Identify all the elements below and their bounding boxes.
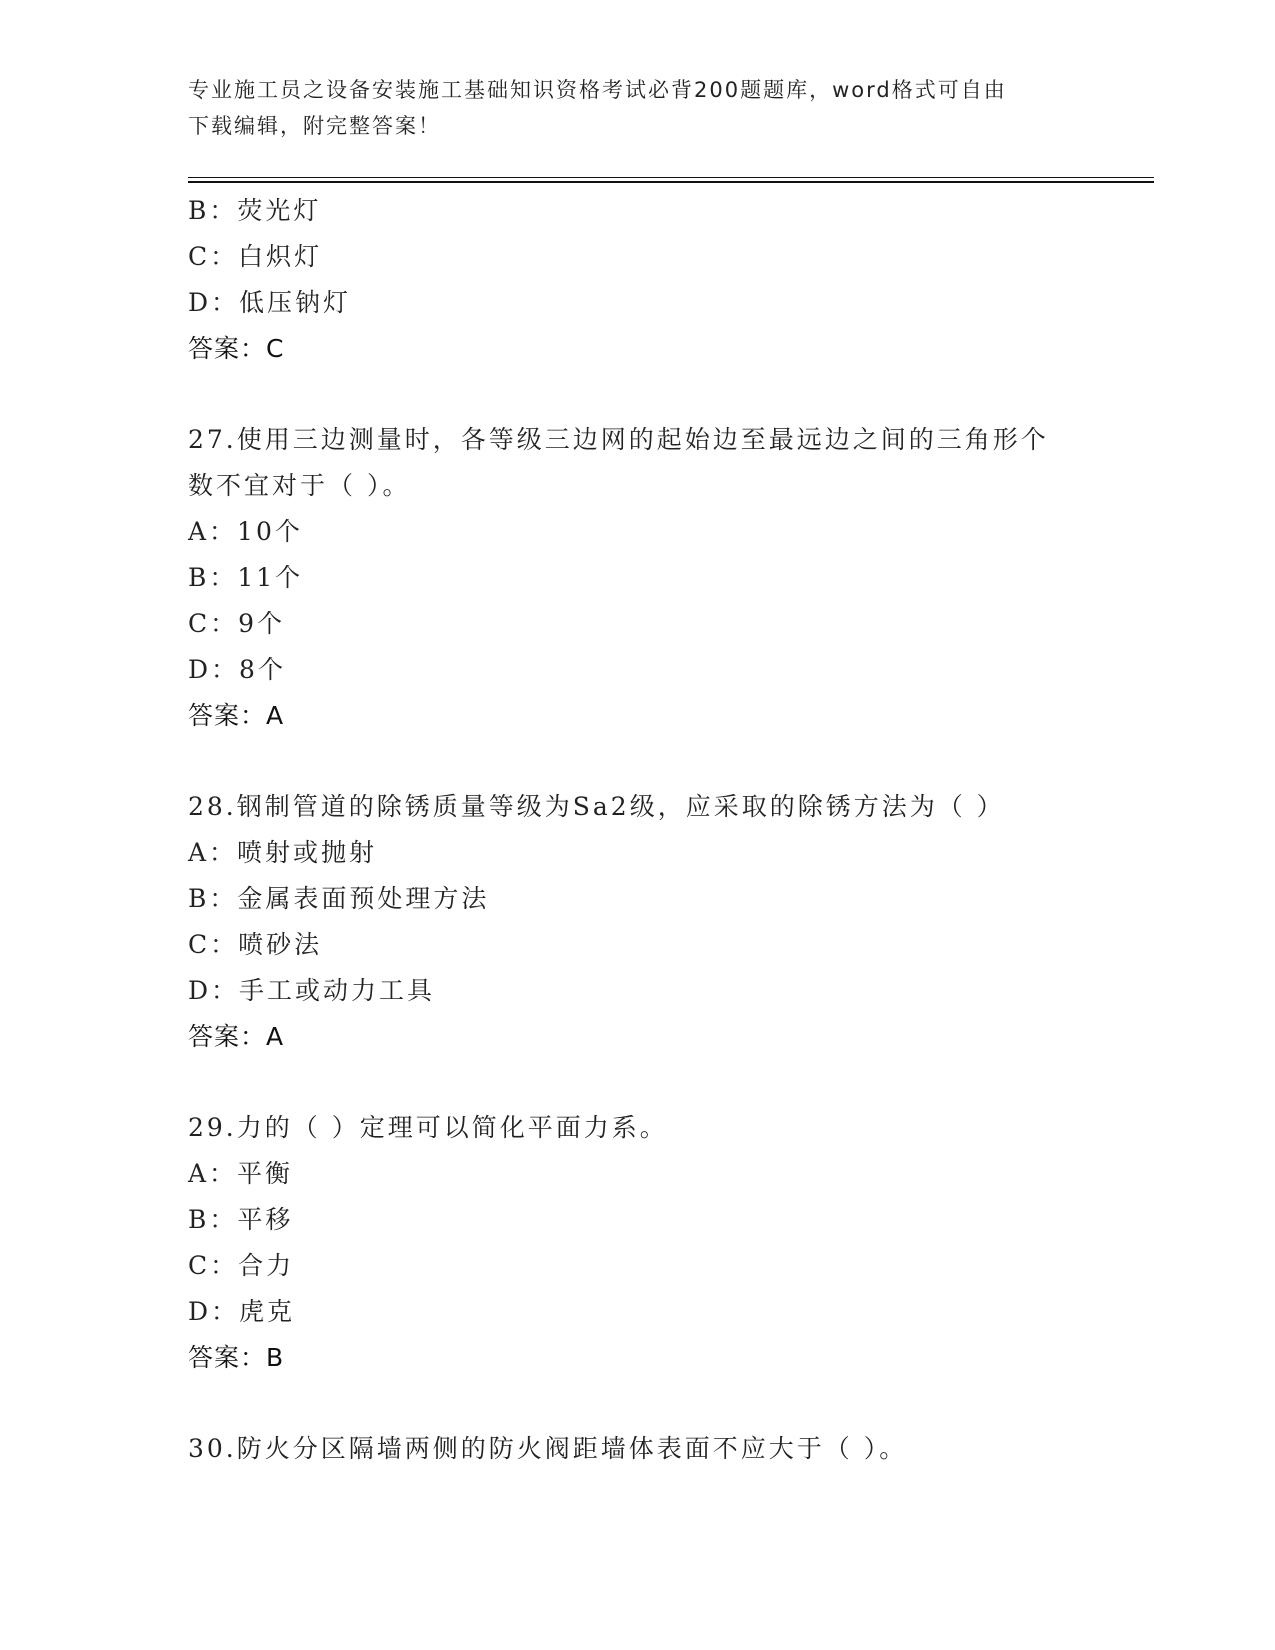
answer-line: 答案：B: [188, 1343, 285, 1372]
document-header: [188, 72, 1068, 144]
option-c: C：9个: [188, 609, 286, 638]
question-28: [188, 784, 1088, 1060]
question-stem-line-1: 27.使用三边测量时，各等级三边网的起始边至最远边之间的三角形个: [188, 425, 1049, 454]
spacer: [188, 1060, 1088, 1105]
header-title-line-1: 专业施工员之设备安装施工基础知识资格考试必背200题题库，word格式可自由: [188, 78, 1007, 102]
spacer: [188, 1381, 1088, 1426]
option-c: C：合力: [188, 1251, 295, 1280]
option-d: D：8个: [188, 655, 286, 684]
spacer: [188, 372, 1088, 417]
option-d: D：虎克: [188, 1297, 296, 1326]
header-title-line-2: 下载编辑，附完整答案！: [188, 114, 441, 138]
answer-line: 答案：C: [188, 334, 285, 363]
question-list: [188, 188, 1088, 1472]
question-stem-line-1: 30.防火分区隔墙两侧的防火阀距墙体表面不应大于（ ）。: [188, 1434, 908, 1463]
option-d: D：手工或动力工具: [188, 976, 436, 1005]
question-stem: [188, 417, 1088, 509]
question-30: [188, 1426, 1088, 1472]
option-b: B：金属表面预处理方法: [188, 884, 490, 913]
header-divider-thick: [188, 181, 1154, 183]
option-c: C：白炽灯: [188, 242, 323, 271]
option-b: B：平移: [188, 1205, 294, 1234]
question-29: [188, 1105, 1088, 1381]
question-27: [188, 417, 1088, 739]
option-a: A：平衡: [188, 1159, 294, 1188]
answer-line: 答案：A: [188, 701, 285, 730]
option-a: A：喷射或抛射: [188, 838, 378, 867]
answer-line: 答案：A: [188, 1022, 285, 1051]
option-b: B：荧光灯: [188, 196, 322, 225]
question-stem: [188, 1105, 1088, 1151]
question-stem-line-1: 29.力的（ ）定理可以简化平面力系。: [188, 1113, 668, 1142]
question-stem: [188, 784, 1088, 830]
question-26-tail: [188, 188, 1088, 372]
question-stem-line-1: 28.钢制管道的除锈质量等级为Sa2级，应采取的除锈方法为（ ）: [188, 792, 1005, 821]
option-b: B：11个: [188, 563, 304, 592]
option-c: C：喷砂法: [188, 930, 323, 959]
spacer: [188, 739, 1088, 784]
option-d: D：低压钠灯: [188, 288, 352, 317]
option-a: A：10个: [188, 517, 303, 546]
question-stem-line-2: 数不宜对于（ ）。: [188, 471, 411, 500]
header-divider-thin: [188, 177, 1154, 178]
question-stem: [188, 1426, 1088, 1472]
